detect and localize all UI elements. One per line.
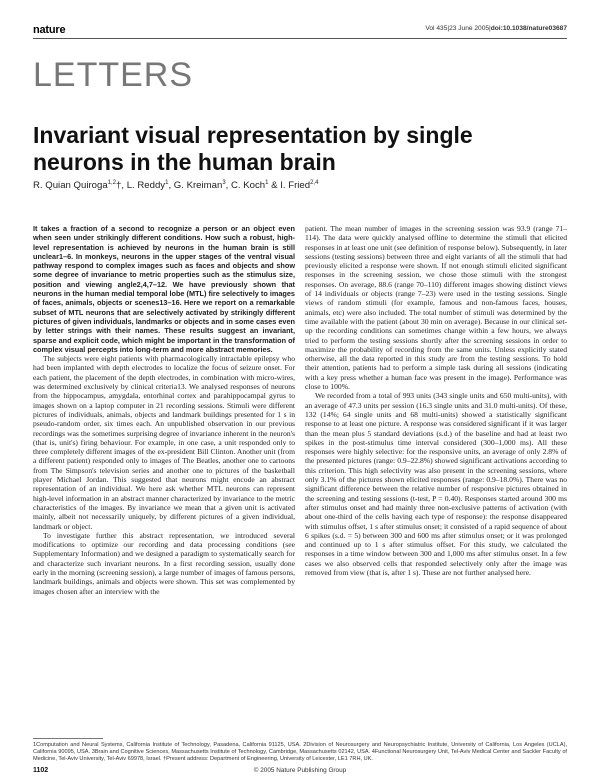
author-name: C. Koch xyxy=(231,180,266,192)
header-rule xyxy=(33,38,567,39)
citation-prefix: Vol 435|23 June 2005| xyxy=(425,25,491,32)
author-affiliation: 1,2 xyxy=(107,180,116,186)
author xyxy=(280,180,318,191)
author-name: L. Reddy xyxy=(126,180,166,192)
section-label: LETTERS xyxy=(33,56,194,94)
author-separator: , xyxy=(168,180,174,192)
copyright-notice: © 2005 Nature Publishing Group xyxy=(253,767,347,774)
page-number: 1102 xyxy=(33,767,49,774)
affiliations-footnote: 1Computation and Neural Systems, California Institute of Technology, Pasadena, California 91125, USA. 2Division of Neurosurgery and Neuropsychiatric Institute, University of California, Los Angeles (UCLA), California 90095, USA. 3Brain and Cognitive Sciences, Massachusetts Institute of Technology, Cambridge, Massachusetts 02142, USA. 4Functional Neurosurgery Unit, Tel-Aviv Medical Center and Sackler Faculty of Medicine, Tel-Aviv University, Tel-Aviv 69978, Israel. †Present address: Department of Engineering, University of Leicester, LE1 7RH, UK. xyxy=(33,742,567,763)
body-paragraph: The subjects were eight patients with pharmacologically intractable epilepsy who had been implanted with depth electrodes to localize the focus of seizure onset. For each patient, the placement of the depth electrodes, in combination with micro-wires, was determined exclusively by clinical criteria13. We analysed responses of neurons from the hippocampus, amygdala, entorhinal cortex and parahippocampal gyrus to images shown on a laptop computer in 21 recording sessions. Stimuli were different pictures of individuals, animals, objects and landmark buildings presented for 1 s in pseudo-random order, six times each. An unpublished observation in our previous recordings was the sometimes surprising degree of invariance inherent in the neuron's (that is, unit's) firing behaviour. For example, in one case, a unit responded only to three completely different images of the ex-president Bill Clinton. Another unit (from a different patient) responded only to images of The Beatles, another one to cartoons from The Simpson's television series and another one to pictures of the basketball player Michael Jordan. This suggested that neurons might encode an abstract representation of an individual. We here ask whether MTL neurons can represent high-level information in an abstract manner characterized by invariance to the metric characteristics of the images. By invariance we mean that a given unit is activated mainly, albeit not necessarily uniquely, by different pictures of a given individual, landmark or object. xyxy=(33,354,295,531)
text-column-left xyxy=(33,224,295,596)
journal-citation xyxy=(425,25,567,32)
author-list xyxy=(33,180,318,191)
author-name: I. Fried xyxy=(280,180,311,192)
author xyxy=(231,180,280,191)
author-affiliation: 1 xyxy=(265,180,269,186)
author xyxy=(33,180,127,191)
abstract: It takes a fraction of a second to recognize a person or an object even when seen under strikingly different conditions. How such a robust, high-level representation is achieved by neurons in the human brain is still unclear1–6. In monkeys, neurons in the upper stages of the ventral visual pathway respond to complex images such as faces and objects and show some degree of invariance to metric properties such as the stimulus size, position and viewing angle2,4,7–12. We have previously shown that neurons in the human medial temporal lobe (MTL) fire selectively to images of faces, animals, objects or scenes13–16. Here we report on a remarkable subset of MTL neurons that are selectively activated by strikingly different pictures of given individuals, landmarks or objects and in some cases even by letter strings with their names. These results suggest an invariant, sparse and explicit code, which might be important in the transformation of complex visual percepts into long-term and more abstract memories. xyxy=(33,224,295,354)
author xyxy=(174,180,231,191)
author-mark: † xyxy=(116,180,122,192)
body-paragraph: patient. The mean number of images in the screening session was 93.9 (range 71–114). The data were quickly analysed offline to determine the stimuli that elicited responses in at least one unit (see definition of response below). Subsequently, in later sessions (testing sessions) between three and eight variants of all the stimuli that had previously elicited a response were shown. If not enough stimuli elicited significant responses in the screening session, we chose those stimuli with the strongest responses. On average, 88.6 (range 70–110) different images showing distinct views of 14 individuals or objects (range 7–23) were used in the testing sessions. Single views of random stimuli (for example, famous and non-famous faces, houses, animals, etc) were also included. The total number of stimuli was determined by the time available with the patient (about 30 min on average). Because in our clinical set-up the recording conditions can sometimes change within a few hours, we always tried to perform the testing sessions shortly after the screening sessions in order to maximize the probability of recording from the same units. Unless explicitly stated otherwise, all the data reported in this study are from the testing sessions. To hold their attention, patients had to perform a simple task during all sessions (indicating with a key press whether a human face was present in the image). Performance was close to 100%. xyxy=(305,224,567,392)
author-affiliation: 3 xyxy=(222,180,226,186)
body-paragraph: To investigate further this abstract representation, we introduced several modifications to optimize our recording and data processing conditions (see Supplementary Information) and we designed a paradigm to systematically search for and characterize such invariant neurons. In a first recording session, usually done early in the morning (screening session), a large number of images of famous persons, landmark buildings, animals and objects were shown. This set was complemented by images chosen after an interview with the xyxy=(33,530,295,596)
author-name: G. Kreiman xyxy=(173,180,223,192)
author-name: R. Quian Quiroga xyxy=(33,180,108,192)
author-separator: , xyxy=(121,180,127,192)
running-header xyxy=(33,24,567,38)
author-separator: & xyxy=(268,180,281,192)
citation-doi: doi:10.1038/nature03687 xyxy=(490,25,567,32)
article-title: Invariant visual representation by single neurons in the human brain xyxy=(33,122,473,175)
text-column-right xyxy=(305,224,567,577)
journal-logo: nature xyxy=(33,24,66,36)
author-separator: , xyxy=(225,180,231,192)
author-affiliation: 1 xyxy=(165,180,169,186)
body-paragraph: We recorded from a total of 993 units (343 single units and 650 multi-units), with an average of 47.3 units per session (16.3 single units and 31.0 multi-units). Of these, 132 (14%; 64 single units and 68 multi-units) showed a statistically significant response to at least one picture. A response was considered significant if it was larger than the mean plus 5 standard deviations (s.d.) of the baseline and had at least two spikes in the post-stimulus time interval considered (300–1,000 ms). All these responses were highly selective: for the responsive units, an average of only 2.8% of the presented pictures (range: 0.9–22.8%) showed significant activations according to this criterion. This high selectivity was also present in the screening sessions, where only 3.1% of the pictures shown elicited responses (range: 0.9–18.0%). There was no significant difference between the relative number of responsive pictures obtained in the screening and testing sessions (t-test, P = 0.40). Responses started around 300 ms after stimulus onset and had mainly three non-exclusive patterns of activation (with about one-third of the cells having each type of response): the response disappeared with stimulus offset, 1 s after stimulus onset; it consisted of a rapid sequence of about 6 spikes (s.d. = 5) between 300 and 600 ms after stimulus onset; or it was prolonged and continued up to 1 s after stimulus offset. For this study, we calculated the responses in a time window between 300 and 1,000 ms after stimulus onset. In a few cases we also observed cells that responded selectively only after the image was removed from view (that is, after 1 s). These are not further analysed here. xyxy=(305,391,567,577)
author-affiliation: 2,4 xyxy=(310,180,319,186)
author xyxy=(127,180,174,191)
footnote-rule xyxy=(33,738,103,739)
